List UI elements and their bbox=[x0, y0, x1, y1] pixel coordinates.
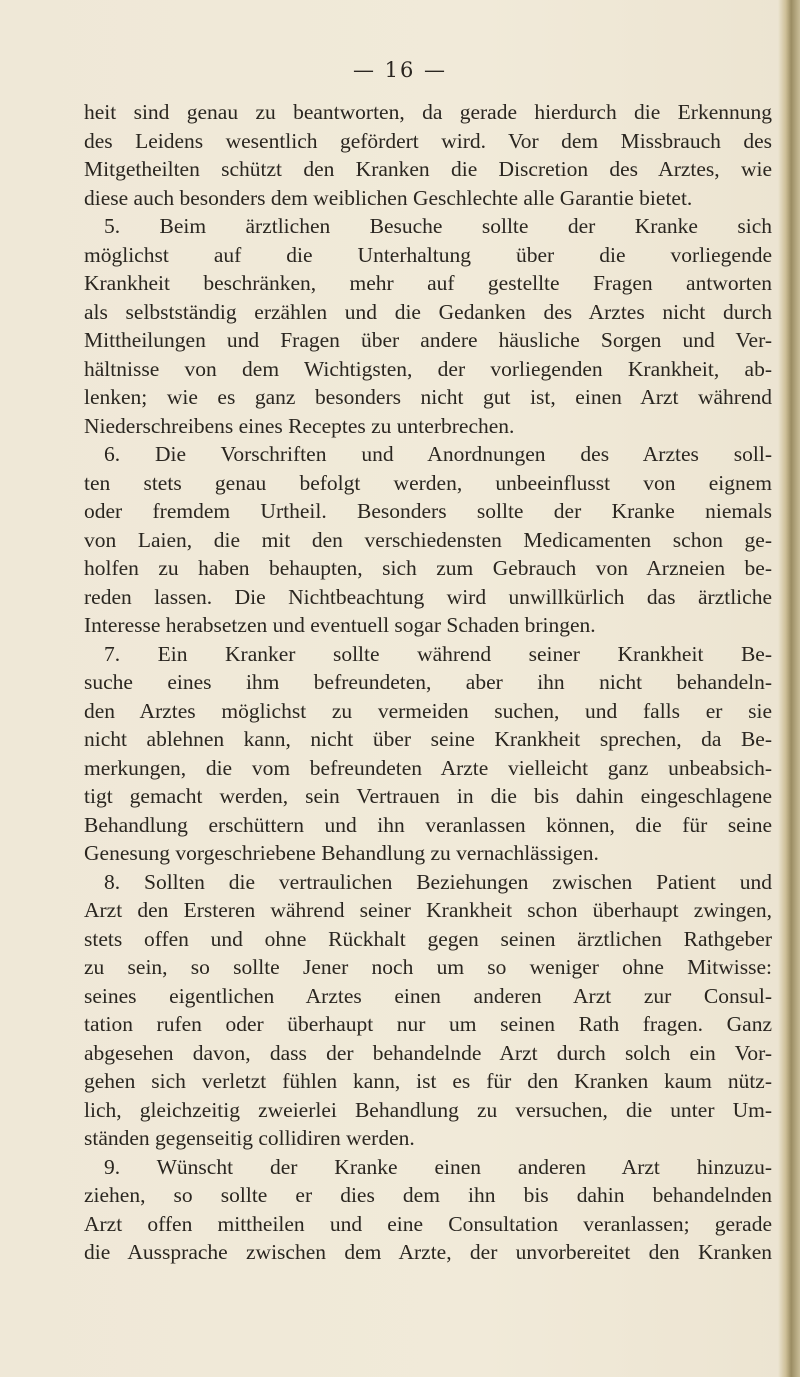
text-line: stets offen und ohne Rückhalt gegen seinen ärztlichen Rathgeber bbox=[84, 926, 772, 951]
text-line: Niederschreibens eines Receptes zu unterbrechen. bbox=[84, 413, 515, 438]
text-line: lich, gleichzeitig zweierlei Behandlung zu versuchen, die unter Um- bbox=[84, 1097, 772, 1122]
text-line: oder fremdem Urtheil. Besonders sollte der Kranke niemals bbox=[84, 499, 772, 523]
text-line: ziehen, so sollte er dies dem ihn bis dahin behandelnden bbox=[84, 1183, 772, 1207]
page-edge bbox=[778, 0, 800, 1377]
text-line: Arzt offen mittheilen und eine Consultation veranlassen; gerade bbox=[84, 1211, 772, 1236]
text-line: ständen gegenseitig collidiren werden. bbox=[84, 1126, 415, 1150]
text-line: lenken; wie es ganz besonders nicht gut ist, einen Arzt während bbox=[84, 385, 772, 409]
text-line: 9. Wünscht der Kranke einen anderen Arzt hinzuzu- bbox=[104, 1154, 772, 1179]
text-line: tation rufen oder überhaupt nur um seinen Rath fragen. Ganz bbox=[84, 1012, 772, 1036]
text-line: seines eigentlichen Arztes einen anderen Arzt zur Consul- bbox=[84, 983, 772, 1008]
text-line: Arzt den Ersteren während seiner Krankheit schon überhaupt zwingen, bbox=[84, 898, 772, 922]
text-line: 8. Sollten die vertraulichen Beziehungen zwischen Patient und bbox=[104, 869, 772, 894]
text-line: reden lassen. Die Nichtbeachtung wird unwillkürlich das ärztliche bbox=[84, 584, 772, 609]
text-line: Genesung vorgeschriebene Behandlung zu vernachlässigen. bbox=[84, 841, 599, 865]
text-line: abgesehen davon, dass der behandelnde Arzt durch solch ein Vor- bbox=[84, 1040, 772, 1065]
text-line: die Aussprache zwischen dem Arzte, der unvorbereitet den Kranken bbox=[84, 1240, 772, 1264]
text-line: heit sind genau zu beantworten, da gerade hierdurch die Erkennung bbox=[84, 100, 772, 124]
text-line: gehen sich verletzt fühlen kann, ist es für den Kranken kaum nütz- bbox=[84, 1069, 772, 1093]
text-line: 5. Beim ärztlichen Besuche sollte der Kranke sich bbox=[104, 214, 772, 238]
text-line: diese auch besonders dem weiblichen Geschlechte alle Garantie bietet. bbox=[84, 185, 693, 210]
text-line: von Laien, die mit den verschiedensten Medicamenten schon ge- bbox=[84, 527, 772, 552]
text-line: als selbstständig erzählen und die Gedanken des Arztes nicht durch bbox=[84, 299, 772, 324]
body-text bbox=[84, 98, 772, 1267]
text-line: Interesse herabsetzen und eventuell sogar Schaden bringen. bbox=[84, 613, 596, 637]
text-line: Mittheilungen und Fragen über andere häusliche Sorgen und Ver- bbox=[84, 328, 772, 352]
text-line: Krankheit beschränken, mehr auf gestellte Fragen antworten bbox=[84, 271, 772, 295]
text-line: zu sein, so sollte Jener noch um so weniger ohne Mitwisse: bbox=[84, 955, 772, 979]
text-line: 6. Die Vorschriften und Anordnungen des Arztes soll- bbox=[104, 442, 772, 466]
text-line: ten stets genau befolgt werden, unbeeinflusst von eignem bbox=[84, 470, 772, 495]
text-line: Mitgetheilten schützt den Kranken die Discretion des Arztes, wie bbox=[84, 157, 772, 181]
text-line: hältnisse von dem Wichtigsten, der vorliegenden Krankheit, ab- bbox=[84, 356, 772, 381]
text-line: möglichst auf die Unterhaltung über die vorliegende bbox=[84, 242, 772, 267]
text-line: Behandlung erschüttern und ihn veranlassen können, die für seine bbox=[84, 812, 772, 837]
text-line: holfen zu haben behaupten, sich zum Gebrauch von Arzneien be- bbox=[84, 556, 772, 580]
text-line: den Arztes möglichst zu vermeiden suchen, und falls er sie bbox=[84, 698, 772, 723]
page-number: — 16 — bbox=[352, 58, 448, 82]
text-line: des Leidens wesentlich gefördert wird. Vor dem Missbrauch des bbox=[84, 128, 772, 153]
text-line: suche eines ihm befreundeten, aber ihn nicht behandeln- bbox=[84, 670, 772, 694]
text-line: merkungen, die vom befreundeten Arzte vielleicht ganz unbeabsich- bbox=[84, 755, 772, 780]
text-line: 7. Ein Kranker sollte während seiner Krankheit Be- bbox=[104, 641, 772, 666]
text-line: tigt gemacht werden, sein Vertrauen in die bis dahin eingeschlagene bbox=[84, 784, 772, 808]
text-line: nicht ablehnen kann, nicht über seine Krankheit sprechen, da Be- bbox=[84, 727, 772, 751]
